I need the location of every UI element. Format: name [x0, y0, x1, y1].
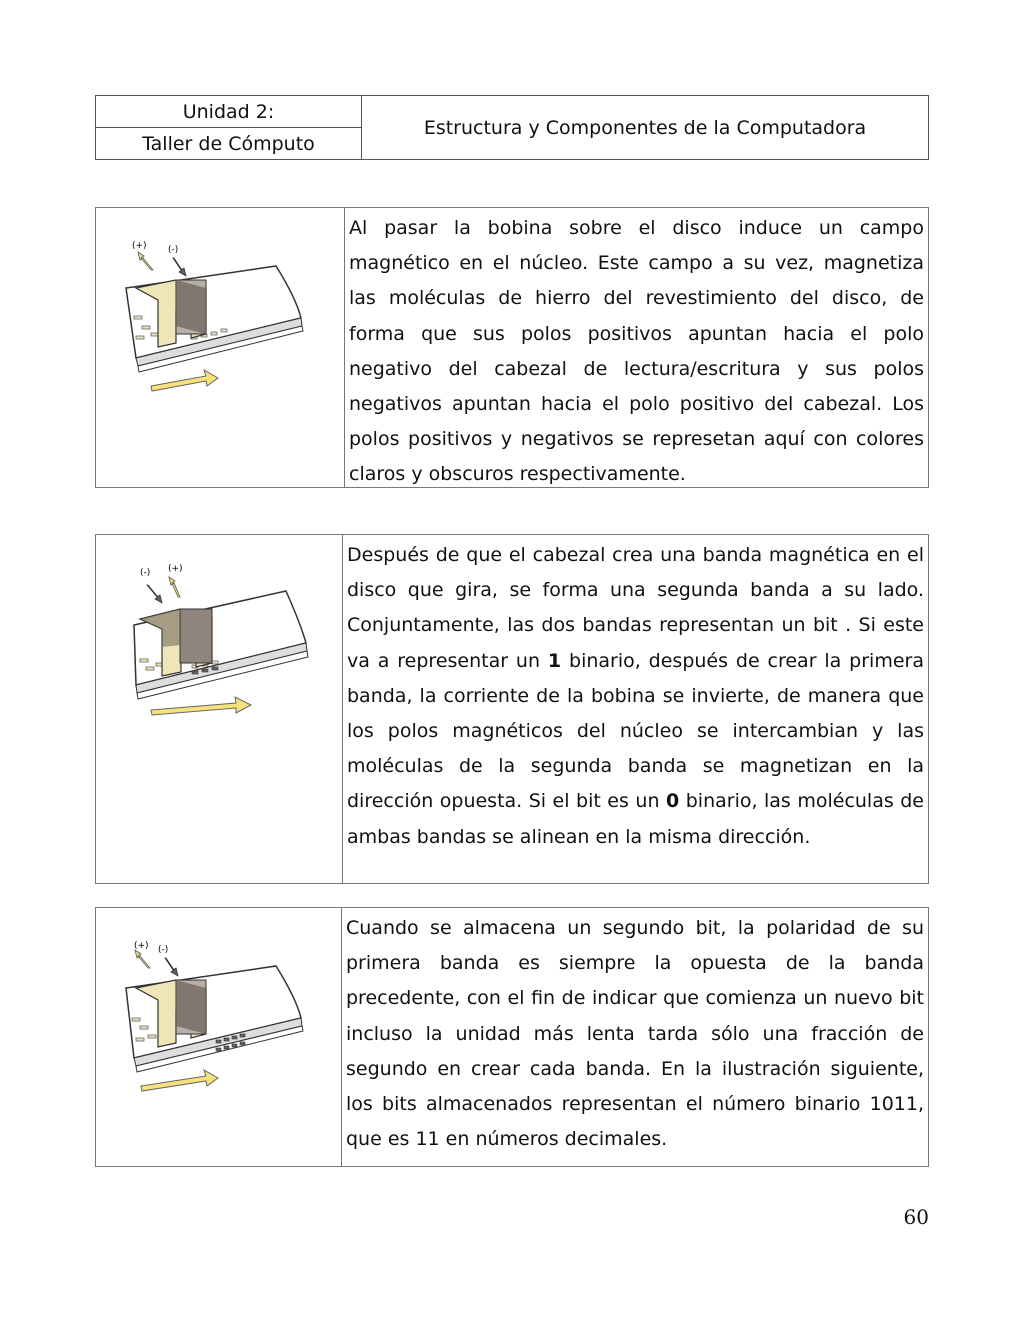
- polarity-label: (-): [168, 245, 179, 255]
- paragraph-1: Al pasar la bobina sobre el disco induce un campo magnético en el núcleo. Este campo a su vez, magnetiza las moléculas de hierro del revestimiento del disco, de forma que sus polos positivos apuntan hacia el polo negativo del cabezal de lectura/escritura y sus polos negativos apuntan hacia el polo positivo del cabezal. Los polos positivos y negativos se represetan aquí con colores claros y obscuros respectivamente.: [349, 217, 924, 486]
- bold-digit-one: 1: [547, 649, 562, 672]
- page-number: 60: [903, 1205, 929, 1229]
- illustration-cell-2: [96, 535, 343, 883]
- disk-head-illustration-3: [96, 908, 341, 1168]
- content-block-3: [95, 907, 929, 1167]
- content-block-2: [95, 534, 929, 884]
- disk-head-illustration-2: [96, 535, 342, 885]
- illustration-cell-3: [96, 908, 342, 1166]
- content-block-1: [95, 207, 929, 488]
- polarity-label: (+): [134, 941, 149, 951]
- paragraph-2-part-c: binario, las moléculas de ambas bandas se alinean en la misma dirección.: [347, 790, 924, 848]
- illustration-cell-1: [96, 208, 345, 487]
- polarity-label: (+): [132, 241, 147, 251]
- paragraph-2-part-b: binario, después de crear la primera banda, la corriente de la bobina se invierte, de manera que los polos magnéticos del núcleo se intercambian y las moléculas de la segunda banda se magnetizan en la dirección opuesta. Si el bit es un: [347, 649, 924, 813]
- header-left-column: [96, 96, 362, 159]
- paragraph-3: Cuando se almacena un segundo bit, la polaridad de su primera banda es siempre la opuesta de la banda precedente, con el fin de indicar que comienza un nuevo bit incluso la unidad más lenta tarda sólo una fracción de segundo en crear cada banda. En la ilustración siguiente, los bits almacenados representan el número binario 1011, que es 11 en números decimales.: [346, 917, 924, 1151]
- topic-title: Estructura y Componentes de la Computadora: [423, 116, 867, 139]
- polarity-label: (+): [168, 564, 183, 574]
- course-label: Taller de Cómputo: [142, 132, 315, 155]
- polarity-label: (-): [158, 945, 169, 955]
- polarity-label: (-): [140, 568, 151, 578]
- header-table: [95, 95, 929, 160]
- disk-head-illustration-1: [96, 208, 344, 489]
- unit-label: Unidad 2:: [96, 96, 361, 128]
- paragraph-2: [343, 535, 928, 883]
- bold-digit-zero: 0: [666, 790, 680, 813]
- paragraph-2-part-a: Después de que el cabezal crea una banda magnética en el disco que gira, se forma una segunda banda a su lado. Conjuntamente, las dos bandas representan un bit . Si este va a representar un: [347, 544, 924, 672]
